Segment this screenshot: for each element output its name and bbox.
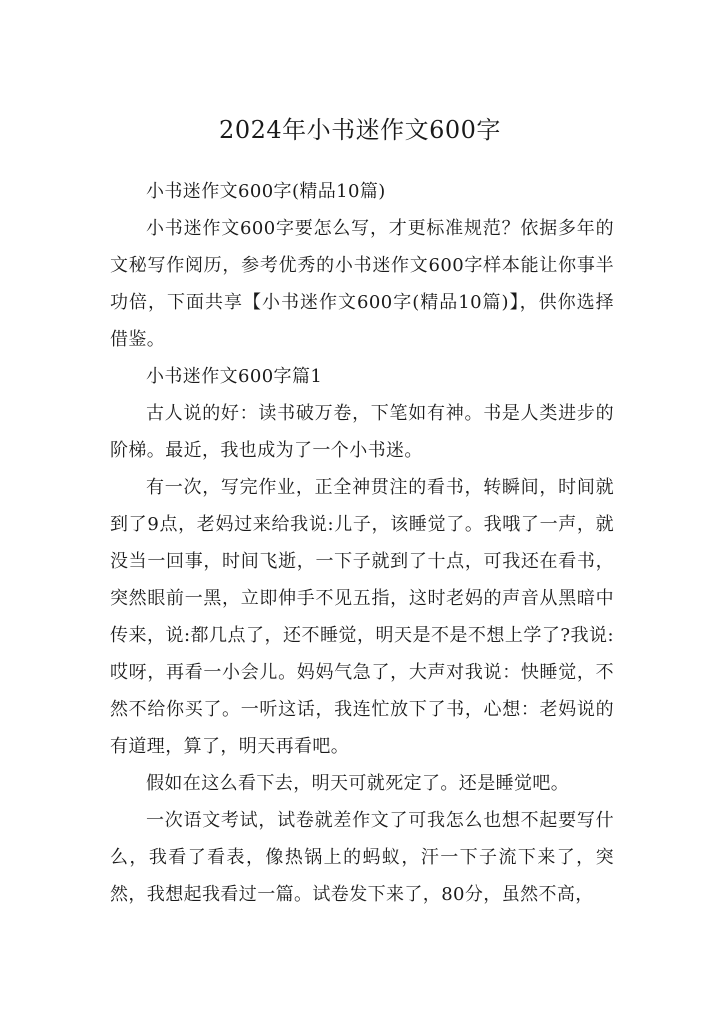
paragraph-subtitle: 小书迷作文600字(精品10篇)	[146, 181, 386, 202]
document-title: 2024年小书迷作文600字	[219, 116, 501, 144]
document-body	[110, 173, 614, 913]
paragraph-intro: 小书迷作文600字要怎么写，才更标准规范？依据多年的文秘写作阅历，参考优秀的小书迷作文600字样本能让你事半功倍，下面共享【小书迷作文600字(精品10篇)】，供你选择借鉴。	[110, 218, 614, 350]
paragraph: 假如在这么看下去，明天可就死定了。还是睡觉吧。	[146, 773, 570, 794]
paragraph: 有一次，写完作业，正全神贯注的看书，转瞬间，时间就到了9点，老妈过来给我说:儿子，该睡觉了。我哦了一声，就没当一回事，时间飞逝，一下子就到了十点，可我还在看书，突然眼前一黑，立即伸手不见五指，这时老妈的声音从黑暗中传来，说:都几点了，还不睡觉，明天是不是不想上学了?我说:哎呀，再看一小会儿。妈妈气急了，大声对我说：快睡觉，不然不给你买了。一听这话，我连忙放下了书，心想：老妈说的有道理，算了，明天再看吧。	[110, 477, 614, 757]
paragraph: 一次语文考试，试卷就差作文了可我怎么也想不起要写什么，我看了看表，像热锅上的蚂蚁，汗一下子流下来了，突然，我想起我看过一篇。试卷发下来了，80分，虽然不高，	[110, 810, 614, 905]
paragraph: 古人说的好：读书破万卷，下笔如有神。书是人类进步的阶梯。最近，我也成为了一个小书迷。	[110, 403, 614, 461]
paragraph-section-heading: 小书迷作文600字篇1	[146, 366, 323, 387]
